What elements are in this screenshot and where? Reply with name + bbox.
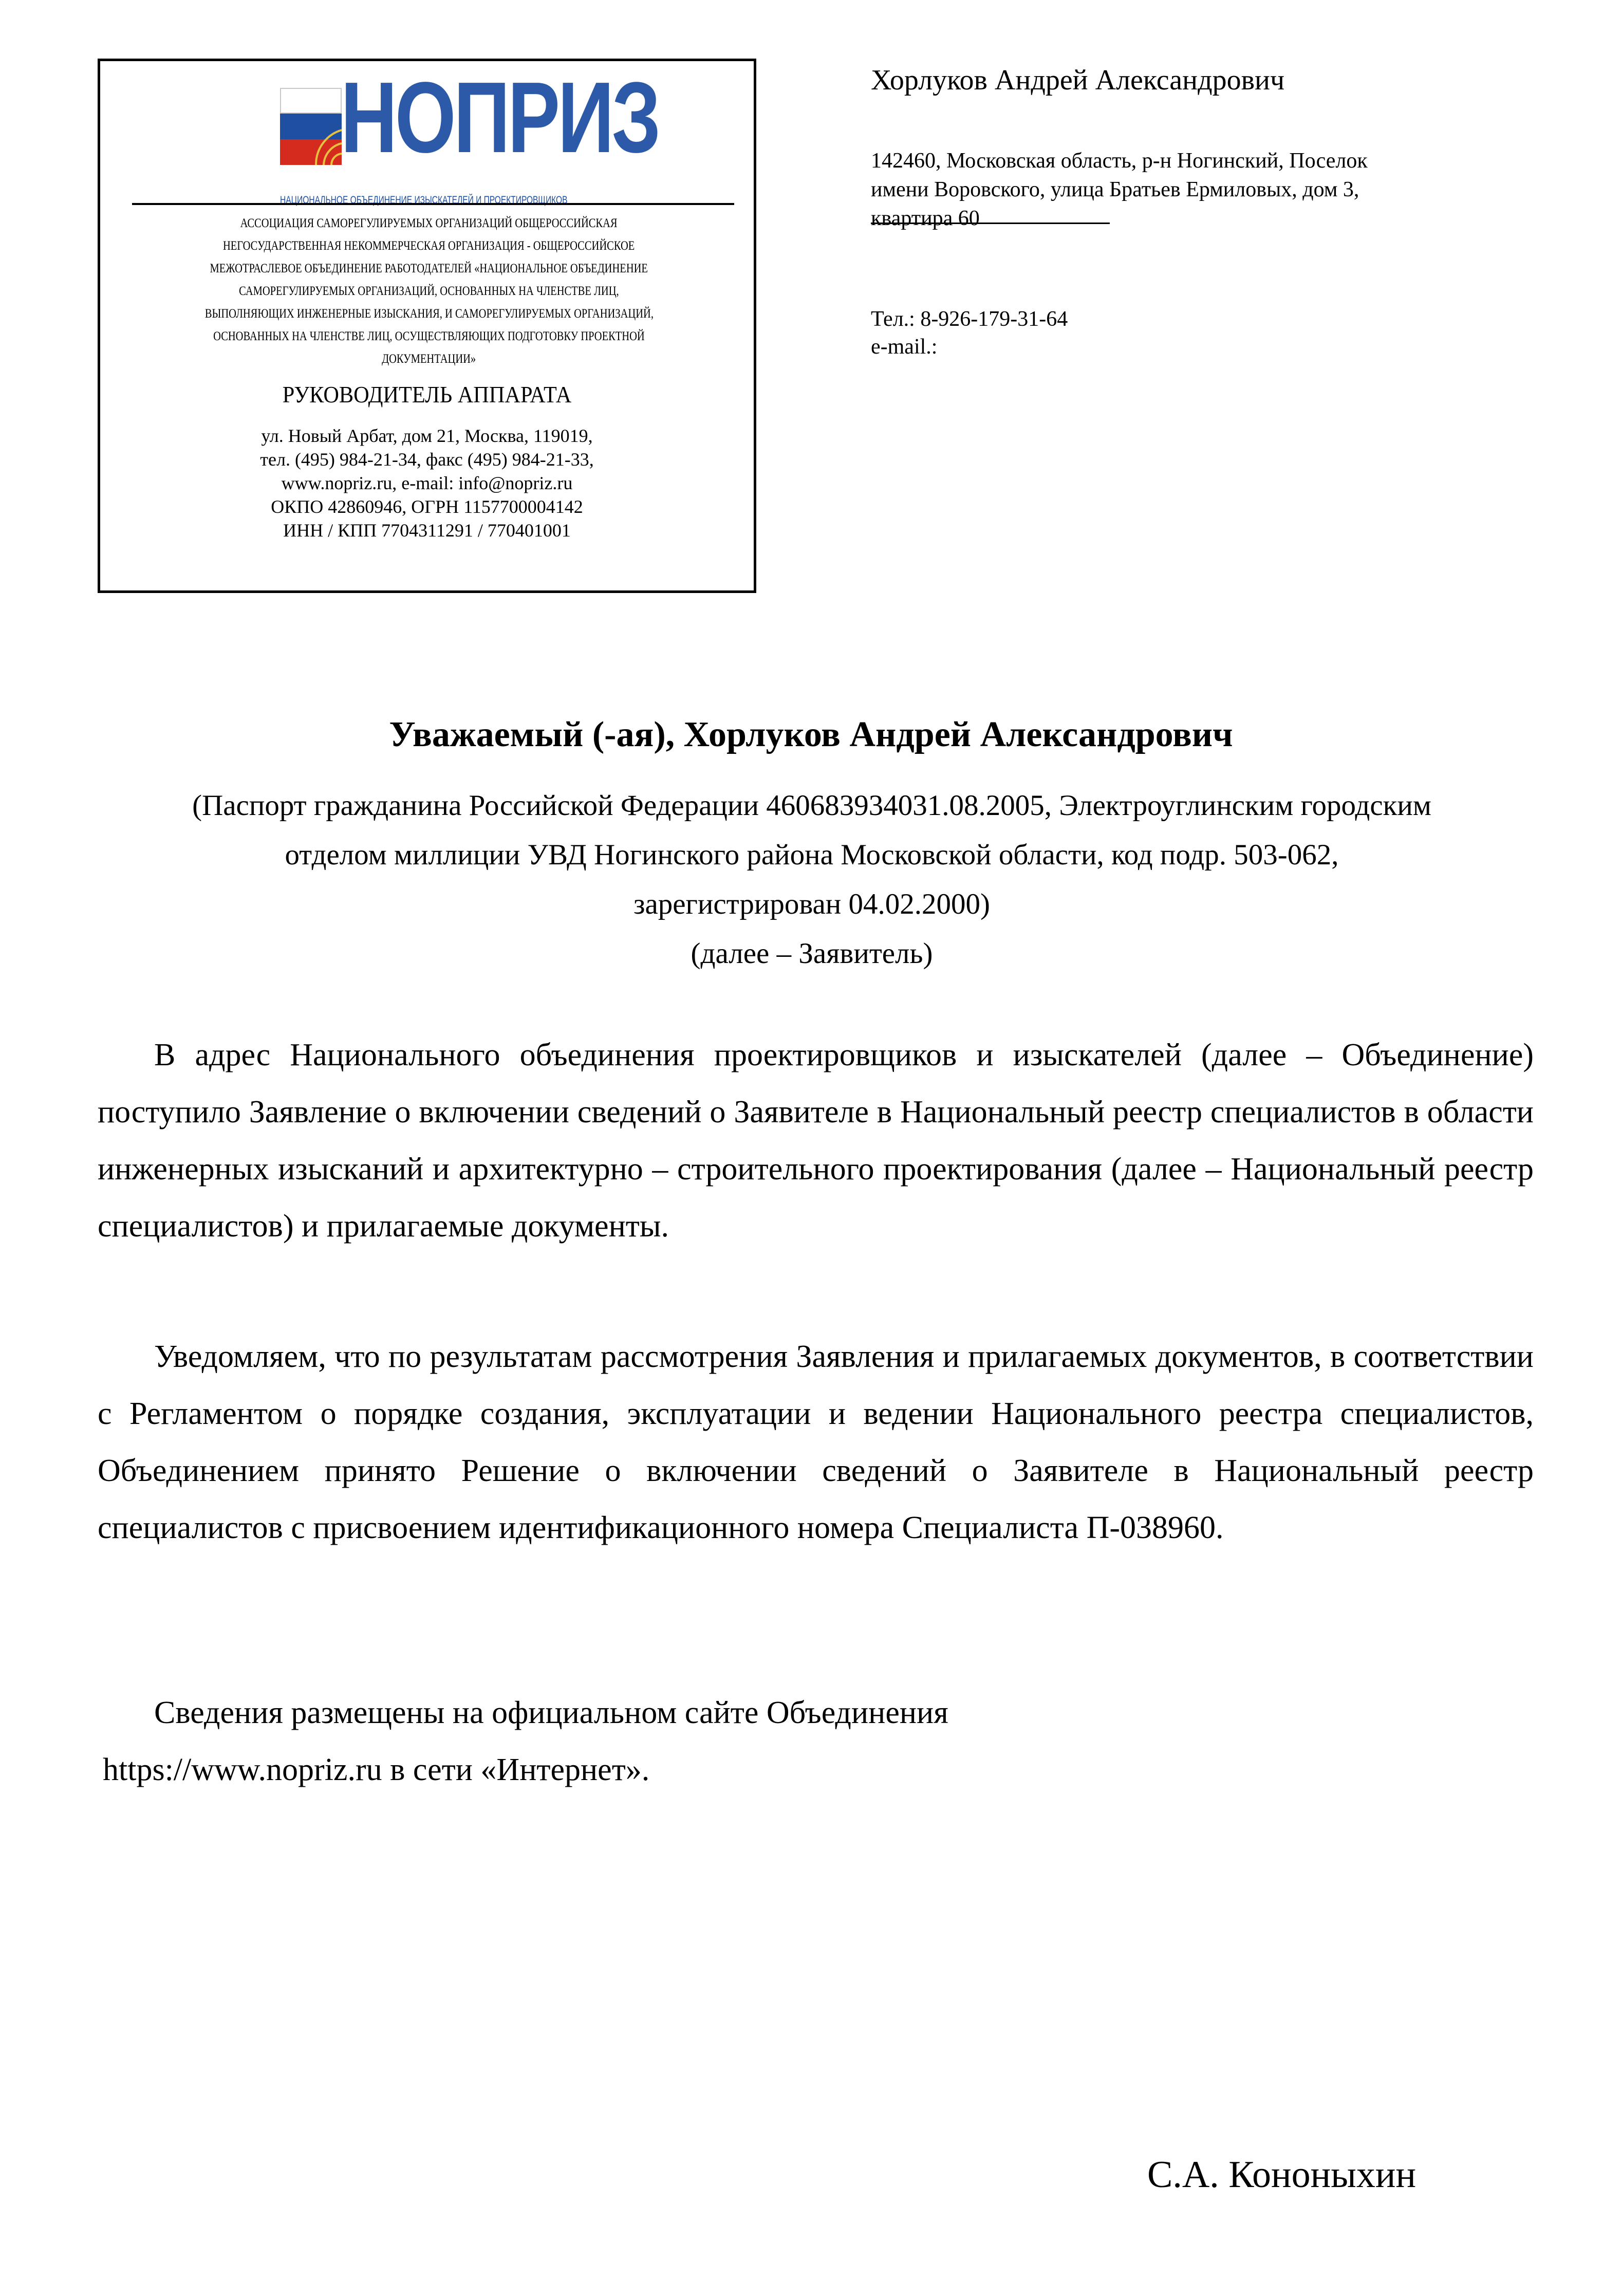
body-paragraph-decision: Уведомляем, что по результатам рассмотрения Заявления и прилагаемых документов, в соответствии с Регламентом о порядке создания, эксплуатации и ведении Национального реестра специалистов, Объединением принято Решение о включении сведений о Заявителе в Национальный реестр специалистов с присвоением идентификационного номера Специалиста П-038960. — [98, 1339, 1534, 1545]
recipient-phone: Тел.: 8-926-179-31-64 — [871, 307, 1068, 331]
salutation-heading: Уважаемый (-ая), Хорлуков Андрей Александрович — [389, 715, 1233, 754]
applicant-definition: (далее – Заявитель) — [691, 937, 933, 970]
letterhead-divider — [132, 203, 734, 205]
flag-emblem-icon — [280, 88, 342, 165]
recipient-name: Хорлуков Андрей Александрович — [871, 64, 1285, 96]
contact-phone-fax: тел. (495) 984-21-34, факс (495) 984-21-33, — [260, 449, 594, 470]
website-info-line: Сведения размещены на официальном сайте Объединения — [154, 1695, 948, 1730]
passport-line: отделом миллиции УВД Ногинского района Московской области, код подр. 503-062, — [285, 839, 1339, 871]
nopriz-logo — [280, 61, 659, 206]
letterhead-contacts — [100, 424, 754, 542]
letterhead-position-title: РУКОВОДИТЕЛЬ АППАРАТА — [282, 381, 572, 408]
org-line: ДОКУМЕНТАЦИИ» — [382, 352, 476, 366]
recipient-email: e-mail.: — [871, 335, 938, 359]
organization-full-name — [121, 212, 737, 371]
recipient-address — [871, 146, 1528, 233]
logo-caption: НАЦИОНАЛЬНОЕ ОБЪЕДИНЕНИЕ ИЗЫСКАТЕЛЕЙ И ПРОЕКТИРОВЩИКОВ — [280, 194, 568, 206]
body-paragraph-website — [98, 1684, 1534, 1799]
passport-line: зарегистрирован 04.02.2000) — [633, 888, 991, 920]
org-line: МЕЖОТРАСЛЕВОЕ ОБЪЕДИНЕНИЕ РАБОТОДАТЕЛЕЙ «НАЦИОНАЛЬНОЕ ОБЪЕДИНЕНИЕ — [210, 262, 648, 275]
contact-web-email: www.nopriz.ru, e-mail: info@nopriz.ru — [281, 473, 573, 493]
contact-okpo-ogrn: ОКПО 42860946, ОГРН 1157700004142 — [271, 496, 583, 517]
org-line: ОСНОВАННЫХ НА ЧЛЕНСТВЕ ЛИЦ, ОСУЩЕСТВЛЯЮЩИХ ПОДГОТОВКУ ПРОЕКТНОЙ — [213, 329, 645, 343]
contact-address: ул. Новый Арбат, дом 21, Москва, 119019, — [261, 425, 593, 446]
body-paragraph-application: В адрес Национального объединения проектировщиков и изыскателей (далее – Объединение) поступило Заявление о включении сведений о Заявителе в Национальный реестр специалистов в области инженерных изысканий и архитектурно – строительного проектирования (далее – Национальный реестр специалистов) и прилагаемые документы. — [98, 1038, 1534, 1244]
passport-details — [92, 781, 1531, 978]
logo-wordmark: НОПРИЗ — [341, 61, 659, 174]
signatory-name: С.А. Кононыхин — [1147, 2154, 1416, 2196]
org-line: ВЫПОЛНЯЮЩИХ ИНЖЕНЕРНЫЕ ИЗЫСКАНИЯ, И САМОРЕГУЛИРУЕМЫХ ОРГАНИЗАЦИЙ, — [204, 307, 654, 321]
org-line: САМОРЕГУЛИРУЕМЫХ ОРГАНИЗАЦИЙ, ОСНОВАННЫХ НА ЧЛЕНСТВЕ ЛИЦ, — [239, 284, 619, 298]
address-line: имени Воровского, улица Братьев Ермиловых, дом 3, — [871, 178, 1359, 201]
contact-inn-kpp: ИНН / КПП 7704311291 / 770401001 — [283, 520, 571, 541]
org-line: АССОЦИАЦИЯ САМОРЕГУЛИРУЕМЫХ ОРГАНИЗАЦИЙ ОБЩЕРОССИЙСКАЯ — [240, 216, 618, 230]
website-url-line: https://www.nopriz.ru в сети «Интернет». — [103, 1752, 650, 1787]
address-line: квартира 60 — [871, 207, 980, 230]
letterhead-box — [98, 59, 756, 593]
address-underline — [871, 223, 1110, 224]
passport-line: (Паспорт гражданина Российской Федерации 460683934031.08.2005, Электроуглинским городским — [192, 789, 1431, 822]
org-line: НЕГОСУДАРСТВЕННАЯ НЕКОММЕРЧЕСКАЯ ОРГАНИЗАЦИЯ - ОБЩЕРОССИЙСКОЕ — [223, 239, 635, 253]
address-line: 142460, Московская область, р-н Ногинский, Поселок — [871, 149, 1368, 173]
